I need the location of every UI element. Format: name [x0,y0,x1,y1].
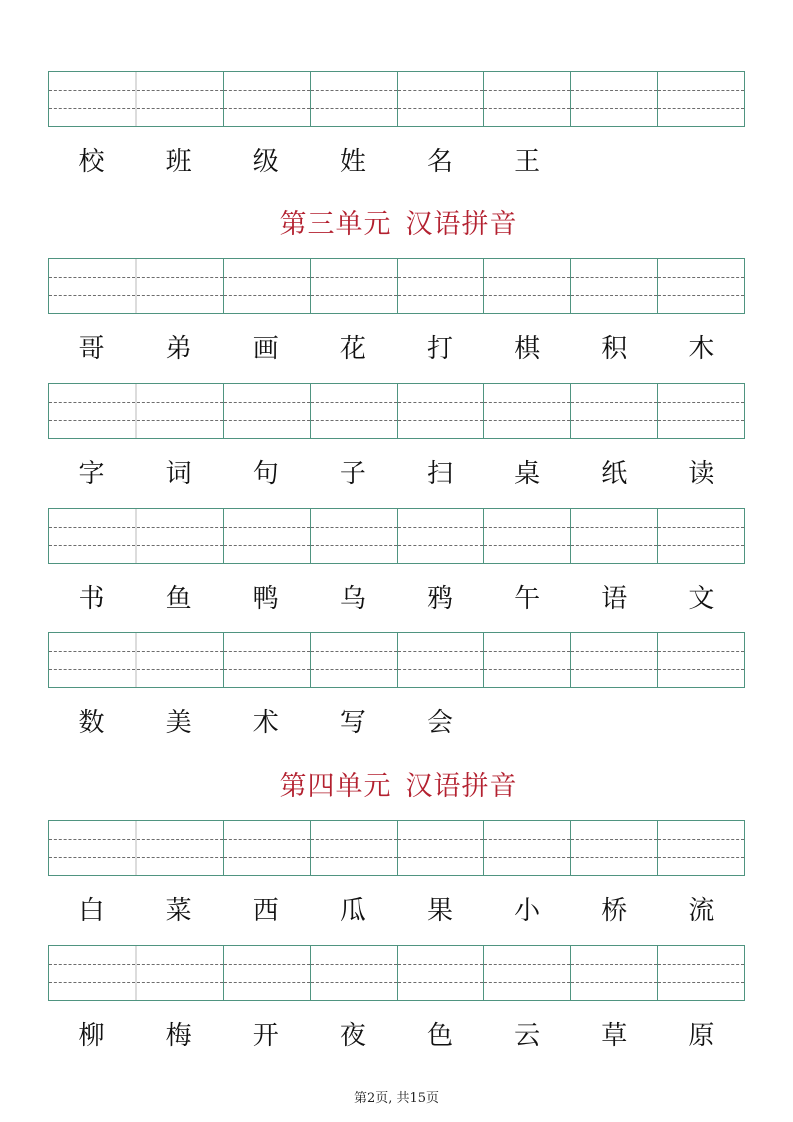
grid-cell [223,259,310,313]
character: 夜 [339,1021,366,1051]
character: 色 [427,1021,454,1051]
character: 书 [78,584,105,614]
page-number: 第2页, 共15页 [353,1091,440,1106]
grid-cell [223,946,310,1000]
grid-cell [135,509,223,563]
character: 文 [688,584,715,614]
grid-cell [397,821,484,875]
grid-cell [49,946,135,1000]
grid-cell [657,509,744,563]
character: 瓜 [339,896,366,926]
grid-cell [483,946,570,1000]
character: 术 [252,708,279,738]
character-row [48,1016,745,1056]
character: 语 [601,584,628,614]
unit-heading [0,769,793,805]
grid-cell [570,72,657,126]
character [571,703,658,743]
character: 弟 [165,334,192,364]
grid-cell [657,946,744,1000]
character-row [48,703,745,743]
character: 班 [165,147,192,177]
pinyin-writing-grid [48,945,745,1001]
character: 校 [78,147,105,177]
character: 积 [601,334,628,364]
grid-cell [397,384,484,438]
grid-cell [49,72,135,126]
character: 木 [688,334,715,364]
grid-cell [397,509,484,563]
character: 桌 [514,459,541,489]
grid-cell [310,946,397,1000]
character: 数 [78,708,105,738]
pinyin-writing-grid [48,632,745,688]
character: 柳 [78,1021,105,1051]
character: 花 [339,334,366,364]
grid-cell [570,259,657,313]
character [484,703,571,743]
grid-cell [49,384,135,438]
character: 纸 [601,459,628,489]
character: 姓 [339,147,366,177]
unit-number: 第三单元 [279,209,392,240]
grid-cell [135,259,223,313]
character: 鱼 [165,584,192,614]
grid-cell [657,259,744,313]
grid-cell [223,633,310,687]
character: 鸦 [427,584,454,614]
grid-cell [483,509,570,563]
character: 打 [427,334,454,364]
character: 王 [514,147,541,177]
grid-cell [135,72,223,126]
character: 西 [252,896,279,926]
pinyin-writing-grid [48,820,745,876]
character: 读 [688,459,715,489]
grid-cell [310,72,397,126]
grid-cell [310,633,397,687]
character: 桥 [601,896,628,926]
grid-cell [49,633,135,687]
character: 乌 [339,584,366,614]
character: 写 [339,708,366,738]
character: 流 [688,896,715,926]
character: 菜 [165,896,192,926]
grid-cell [657,633,744,687]
character: 白 [78,896,105,926]
character: 名 [427,147,454,177]
character [571,142,658,182]
character-row [48,891,745,931]
grid-cell [657,821,744,875]
character: 原 [688,1021,715,1051]
pinyin-writing-grid [48,71,745,127]
grid-cell [310,821,397,875]
unit-heading [0,207,793,243]
grid-cell [570,509,657,563]
character: 词 [165,459,192,489]
grid-cell [135,384,223,438]
pinyin-writing-grid [48,258,745,314]
character-row [48,329,745,369]
grid-cell [135,821,223,875]
character: 句 [252,459,279,489]
character: 云 [514,1021,541,1051]
character: 哥 [78,334,105,364]
grid-cell [483,72,570,126]
character: 午 [514,584,541,614]
character-row [48,454,745,494]
grid-cell [223,821,310,875]
character: 会 [427,708,454,738]
pinyin-writing-grid [48,383,745,439]
grid-cell [397,259,484,313]
grid-cell [49,509,135,563]
character: 棋 [514,334,541,364]
character: 美 [165,708,192,738]
grid-cell [483,384,570,438]
grid-cell [310,259,397,313]
character: 草 [601,1021,628,1051]
character-row [48,142,745,182]
grid-cell [49,821,135,875]
grid-cell [49,259,135,313]
grid-cell [310,509,397,563]
grid-cell [570,821,657,875]
character: 果 [427,896,454,926]
grid-cell [223,509,310,563]
grid-cell [223,384,310,438]
grid-cell [570,946,657,1000]
character [658,703,745,743]
grid-cell [223,72,310,126]
grid-cell [483,821,570,875]
character: 梅 [165,1021,192,1051]
character [658,142,745,182]
character: 字 [78,459,105,489]
grid-cell [397,946,484,1000]
character: 扫 [427,459,454,489]
grid-cell [570,633,657,687]
grid-cell [657,72,744,126]
grid-cell [483,259,570,313]
unit-subject: 汉语拼音 [405,209,518,240]
character: 开 [252,1021,279,1051]
character-row [48,579,745,619]
unit-subject: 汉语拼音 [405,771,518,802]
unit-number: 第四单元 [279,771,392,802]
character: 小 [514,896,541,926]
character: 画 [252,334,279,364]
grid-cell [135,633,223,687]
character: 鸭 [252,584,279,614]
grid-cell [657,384,744,438]
pinyin-writing-grid [48,508,745,564]
grid-cell [310,384,397,438]
grid-cell [397,633,484,687]
character: 级 [252,147,279,177]
grid-cell [397,72,484,126]
grid-cell [135,946,223,1000]
character: 子 [339,459,366,489]
grid-cell [570,384,657,438]
grid-cell [483,633,570,687]
